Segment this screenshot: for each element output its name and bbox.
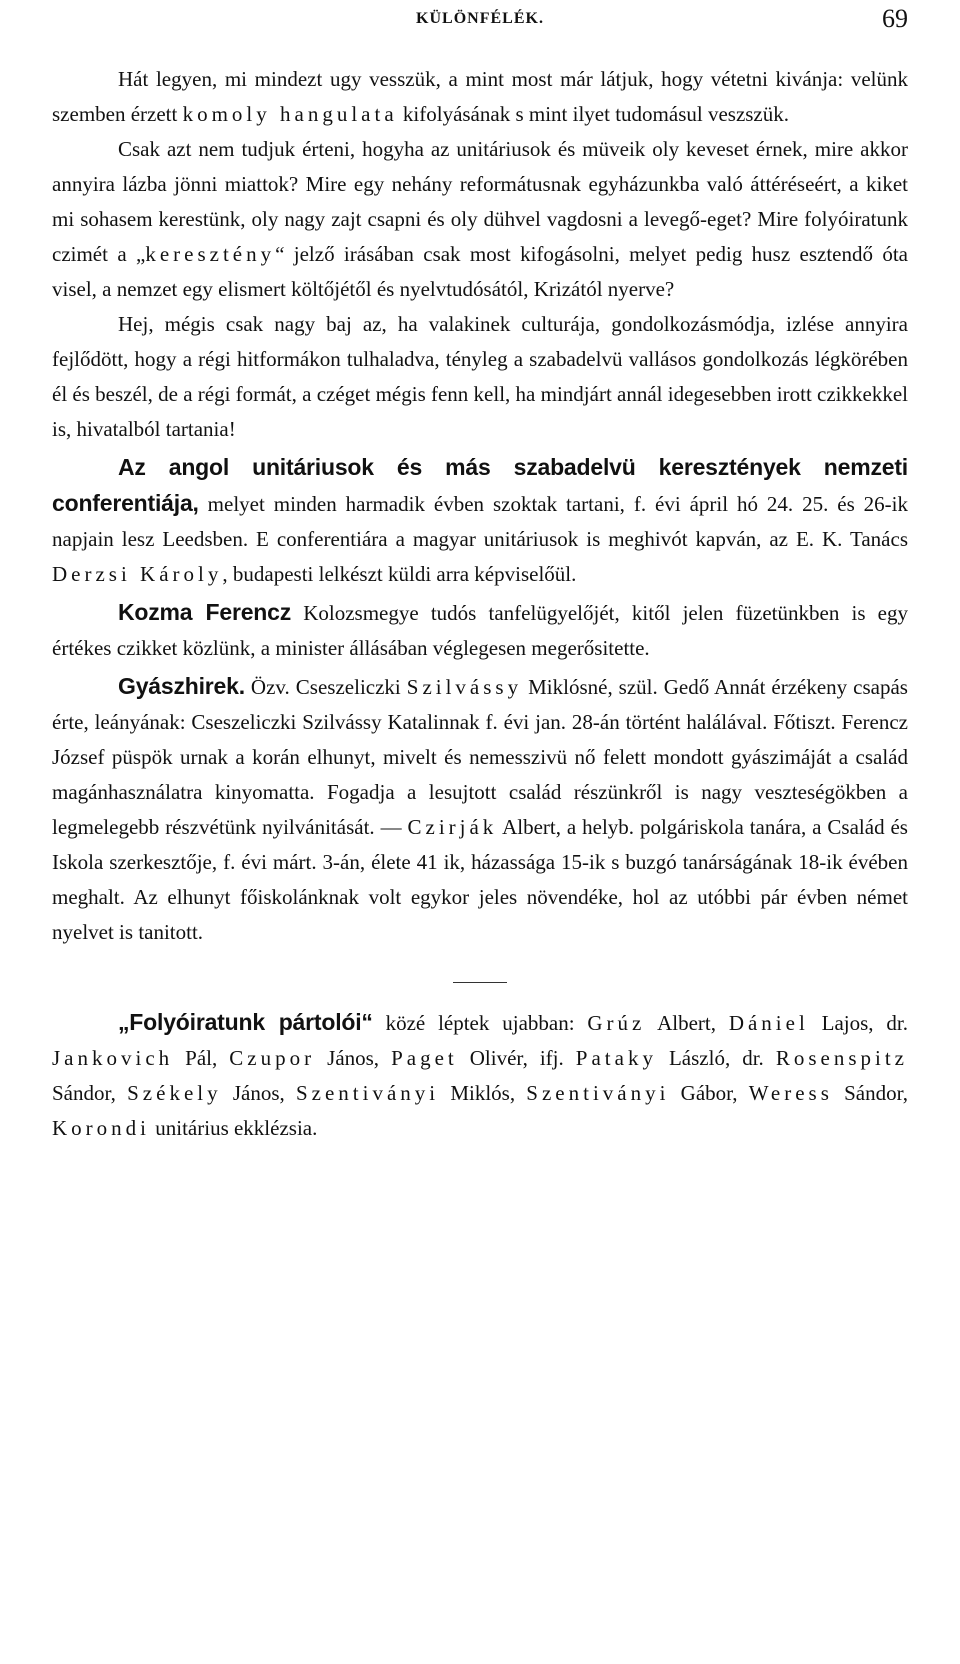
p7-s1: Grúz: [587, 1011, 646, 1035]
p7-t9: János,: [221, 1081, 296, 1105]
p2-spaced: keresztény: [145, 242, 276, 266]
p7-t11: Gábor,: [669, 1081, 749, 1105]
p7-t8: Sándor,: [52, 1081, 128, 1105]
p5-text: Kolozsmegye tudós tanfelügyelőjét, kitől jelen füzetünkben is egy értékes czikket közlünk, a minister állásában véglegesen megerősitette.: [52, 601, 909, 660]
p6-run-in-heading: Gyászhirek.: [118, 673, 245, 699]
p2-text-1: Csak azt nem tudjuk érteni, hogyha az unitáriusok és müveik oly keveset érnek, mire akkor annyira lázba jönni miattok? Mire egy nehány reformátusnak egyházunkba való áttéréseért, a kiket mi sohasem kerestünk, oly nagy zajt csapni és oly dühvel vagdosni a levegő-eget? Mire folyóiratunk czimét a „: [52, 137, 908, 266]
paragraph-3: [52, 307, 908, 447]
p7-run-in-heading: „Folyóiratunk pártolói“: [118, 1009, 373, 1035]
page-header: [52, 6, 908, 36]
p7-s3: Jankovich: [52, 1046, 174, 1070]
p7-s2: Dániel: [728, 1011, 809, 1035]
p1-text: Hát legyen, mi mindezt ugy vesszük, a mint most már látjuk, hogy vétetni kivánja: velünk szemben érzett: [52, 67, 908, 126]
p4-run-in-heading: Az angol unitáriusok és más szabadelvü keresztények nemzeti conferentiája,: [52, 454, 908, 516]
p1-spaced: komoly hangulata: [182, 102, 398, 126]
p6-text-3: Albert, a helyb. polgáriskola tanára, a Család és Iskola szerkesztője, f. évi márt. 3-án, élete 41 ik, házassága 15-ik s buzgó tanárságának 18-ik évében meghalt. Az elhunyt főiskolánknak volt egykor jeles növendéke, hol az utóbbi pár évben német nyelvet is tanitott.: [52, 815, 908, 944]
paragraph-6: [52, 669, 908, 950]
p7-s7: Rosenspitz: [775, 1046, 909, 1070]
p7-s9: Szentiványi: [295, 1081, 440, 1105]
article-body: [52, 62, 908, 1146]
p7-s10: Szentiványi: [526, 1081, 670, 1105]
p7-t1: közé léptek ujabban:: [372, 1011, 588, 1035]
p2-text-2: “ jelző irásában csak most kifogásolni, melyet pedig husz esztendő óta visel, a nemzet egy elismert költőjétől és nyelvtudósától, Krizától nyerve?: [52, 242, 908, 301]
p6-spaced-1: Szilvássy: [406, 675, 523, 699]
p4-text-2: , budapesti lelkészt küldi arra képviselőül.: [222, 562, 577, 586]
p4-spaced: Derzsi Károly: [52, 562, 223, 586]
section-divider: [453, 982, 507, 983]
paragraph-5: [52, 595, 908, 666]
p6-spaced-2: Czirják: [407, 815, 498, 839]
page-number: 69: [882, 4, 908, 33]
p7-t2: Albert,: [645, 1011, 729, 1035]
p7-t3: Lajos, dr.: [808, 1011, 908, 1035]
p7-t13: unitárius ekklézsia.: [150, 1116, 318, 1140]
p7-t10: Miklós,: [439, 1081, 527, 1105]
p6-text-1: Özv. Cseszeliczki: [244, 675, 407, 699]
p7-t5: János,: [315, 1046, 392, 1070]
p7-t7: László, dr.: [656, 1046, 776, 1070]
p7-t4: Pál,: [173, 1046, 230, 1070]
p7-s5: Paget: [391, 1046, 458, 1070]
p7-s12: Korondi: [52, 1116, 150, 1140]
p7-t6: Olivér, ifj.: [457, 1046, 576, 1070]
p3-text: Hej, mégis csak nagy baj az, ha valakinek culturája, gondolkozásmódja, izlése annyira fejlődött, hogy a régi hitformákon tulhaladva, tényleg a szabadelvü vallásos gondolkozás légkörében él és beszél, de a régi formát, a czéget mégis fenn kell, ha mindjárt annál idegesebben irott czikkekkel is, hivatalból tartania!: [52, 312, 908, 441]
p7-t12: Sándor,: [832, 1081, 909, 1105]
paragraph-7: [52, 1005, 908, 1146]
paragraph-1: [52, 62, 908, 132]
paragraph-2: [52, 132, 908, 307]
p7-s11: Weress: [748, 1081, 833, 1105]
p6-text-2: Miklósné, szül. Gedő Annát érzékeny csapás érte, leányának: Cseszeliczki Szilvássy Katalinnak f. évi jan. 28-án történt halálával. Főtiszt. Ferencz József püspök urnak a korán elhunyt, mivelt és nemesszivü nő felett mondott gyászimáját a család magánhasználatra kinyomatta. Fogadja a lesujtott család részünkről is nagy veszteségökben a legmelegebb részvétünk nyilvánitását. —: [52, 675, 908, 839]
p5-run-in-heading: Kozma Ferencz: [118, 599, 292, 625]
p1-end: kifolyásának s mint ilyet tudomásul veszszük.: [397, 102, 790, 126]
p7-s6: Pataky: [575, 1046, 657, 1070]
p7-s4: Czupor: [229, 1046, 316, 1070]
p4-text-1: melyet minden harmadik évben szoktak tartani, f. évi ápril hó 24. 25. és 26-ik napjain lesz Leedsben. E conferentiára a magyar unitáriusok is meghivót kapván, az E. K. Tanács: [52, 492, 908, 551]
paragraph-4: [52, 450, 908, 592]
p7-s8: Székely: [127, 1081, 222, 1105]
running-head: KÜLÖNFÉLÉK.: [416, 10, 544, 27]
